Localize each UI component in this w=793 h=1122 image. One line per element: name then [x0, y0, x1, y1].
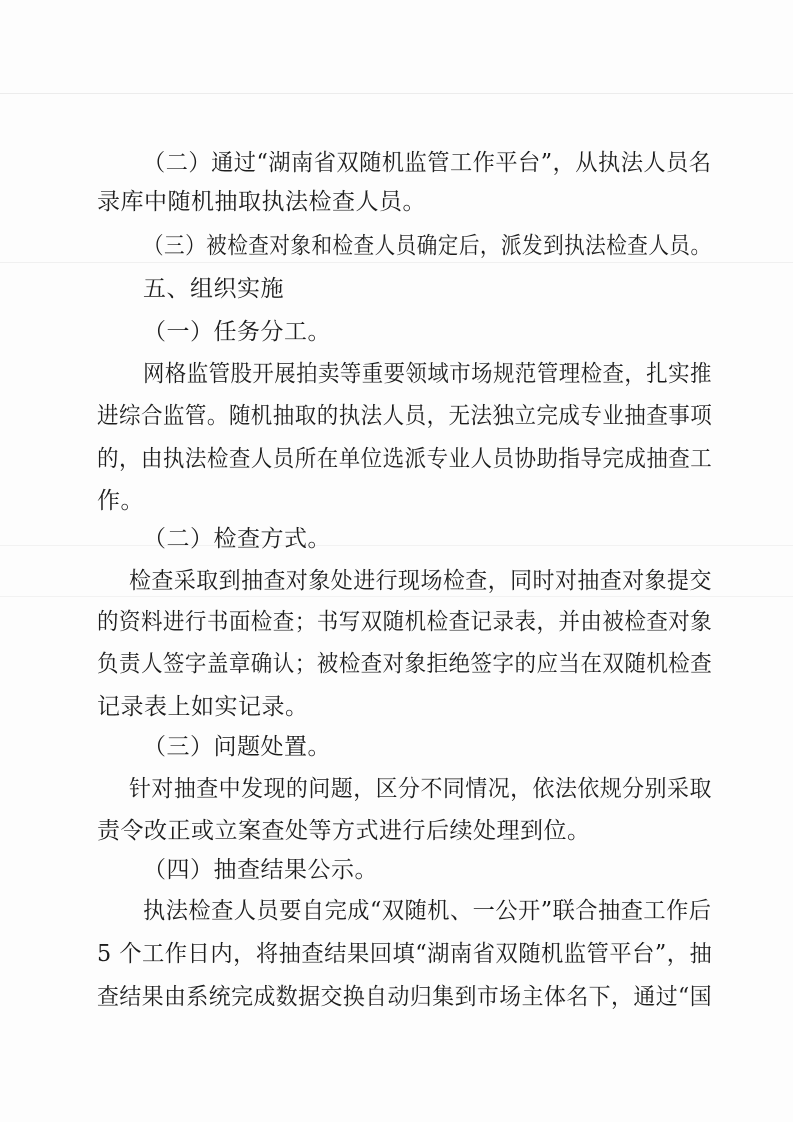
text-line: 录库中随机抽取执法检查人员。	[97, 189, 426, 215]
text-line: 责令改正或立案查处等方式进行后续处理到位。	[97, 818, 591, 844]
section-heading: 五、组织实施	[143, 276, 284, 302]
text-line: 查结果由系统完成数据交换自动归集到市场主体名下，通过“国	[97, 984, 713, 1010]
text-line: 网格监管股开展拍卖等重要领域市场规范管理检查，扎实推	[143, 361, 712, 387]
subsection-heading: （二）检查方式。	[143, 526, 331, 552]
text-line: 检查采取到抽查对象处进行现场检查，同时对抽查对象提交	[129, 568, 712, 594]
text-line: 负责人签字盖章确认；被检查对象拒绝签字的应当在双随机检查	[97, 651, 713, 677]
text-line: 执法检查人员要自完成“双随机、一公开”联合抽查工作后	[143, 898, 712, 924]
text-line: （三）被检查对象和检查人员确定后，派发到执法检查人员。	[143, 233, 712, 259]
scan-artifact-line	[0, 262, 793, 263]
subsection-heading: （四）抽查结果公示。	[143, 857, 378, 883]
scan-artifact-line	[0, 596, 793, 597]
text-line: 作。	[97, 488, 144, 514]
text-line: 5 个工作日内，将抽查结果回填“湖南省双随机监管平台”，抽	[97, 941, 713, 967]
scan-artifact-line	[0, 93, 793, 94]
text-line: 进综合监管。随机抽取的执法人员，无法独立完成专业抽查事项	[97, 403, 713, 429]
text-line: 的，由执法检查人员所在单位选派专业人员协助指导完成抽查工	[97, 446, 713, 472]
subsection-heading: （三）问题处置。	[143, 734, 331, 760]
scan-artifact-line	[0, 545, 793, 546]
text-line: 的资料进行书面检查；书写双随机检查记录表，并由被检查对象	[97, 609, 713, 635]
text-line: 针对抽查中发现的问题，区分不同情况，依法依规分别采取	[129, 776, 712, 802]
text-line: 记录表上如实记录。	[97, 694, 309, 720]
subsection-heading: （一）任务分工。	[143, 319, 331, 345]
text-line: （二）通过“湖南省双随机监管工作平台”，从执法人员名	[143, 150, 712, 176]
